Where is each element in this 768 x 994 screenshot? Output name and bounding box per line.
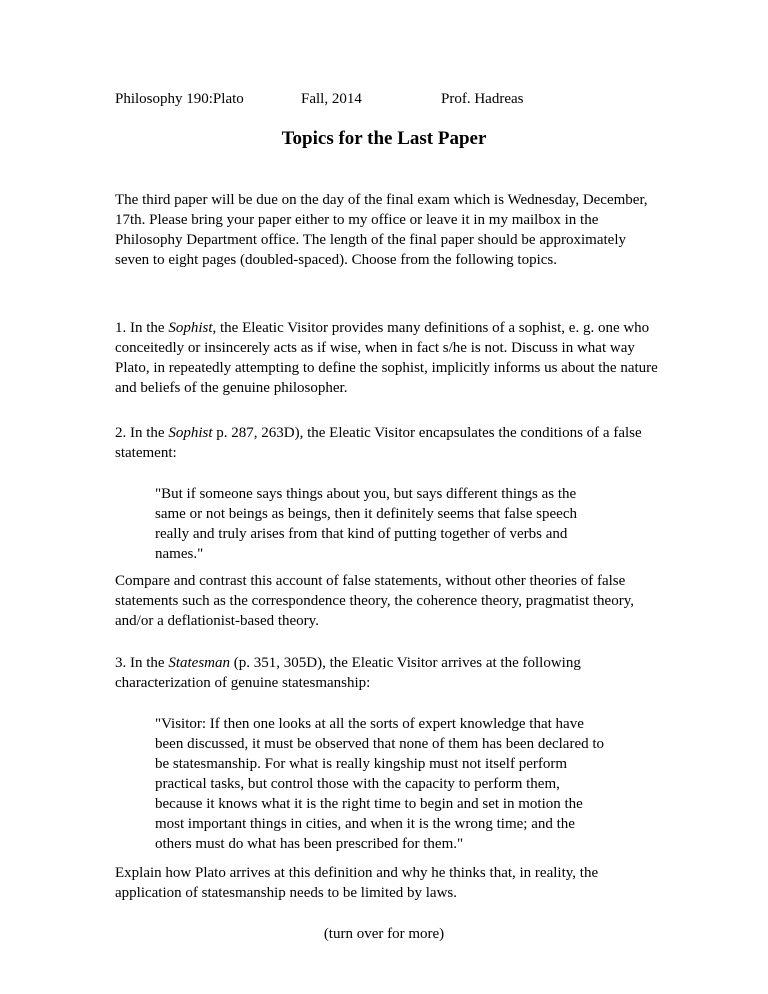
topic-2-text: p. 287, 263D), the Eleatic Visitor encapsulates the conditions of a false statement:	[115, 425, 642, 461]
topic-3-text: (p. 351, 305D), the Eleatic Visitor arrives at the following characterization of genuine statesmanship:	[115, 655, 581, 691]
topic-3-work: Statesman	[168, 655, 230, 671]
topic-2	[115, 423, 660, 463]
topic-2-work: Sophist	[168, 425, 213, 441]
turn-over-note: (turn over for more)	[323, 926, 445, 942]
topic-3-quote: "Visitor: If then one looks at all the sorts of expert knowledge that have been discussed, it must be observed that none of them has been declared to be statesmanship. For what is really kingship must not itself perform practical tasks, but control those with the capacity to perform them, because it knows what it is the right time to begin and set in motion the most important things in cities, and when it is the wrong time; and the others must do what has been prescribed for them."	[155, 716, 605, 852]
topic-3-follow: Explain how Plato arrives at this definition and why he thinks that, in reality, the application of statesmanship needs to be limited by laws.	[115, 865, 599, 901]
topic-1-work: Sophist	[168, 320, 213, 336]
topic-2-quote: "But if someone says things about you, but says different things as the same or not beings as beings, then it definitely seems that false speech really and truly arises from that kind of putting together of verbs and names."	[155, 486, 577, 562]
topic-1	[115, 318, 660, 398]
page-title: Topics for the Last Paper	[281, 128, 487, 149]
topic-1-text: , the Eleatic Visitor provides many definitions of a sophist, e. g. one who conceitedly or insincerely acts as if wise, when in fact s/he is not. Discuss in what way Plato, in repeatedly attempting to define the sophist, implicitly informs us about the nature and beliefs of the genuine philosopher.	[115, 320, 658, 396]
course-name: Philosophy 190:Plato	[115, 91, 244, 107]
term: Fall, 2014	[301, 91, 362, 107]
topic-3-prefix: 3. In the	[115, 655, 169, 671]
topic-2-follow: Compare and contrast this account of false statements, without other theories of false statements such as the correspondence theory, the coherence theory, pragmatist theory, and/or a deflationist-based theory.	[115, 573, 634, 629]
topic-3	[115, 653, 660, 693]
topic-2-prefix: 2. In the	[115, 425, 169, 441]
topic-1-prefix: 1. In the	[115, 320, 169, 336]
intro-paragraph: The third paper will be due on the day of the final exam which is Wednesday, December, 17th. Please bring your paper either to my office or leave it in my mailbox in the Philosophy Department office. The length of the final paper should be approximately seven to eight pages (doubled-spaced). Choose from the following topics.	[115, 192, 648, 268]
document-header	[115, 89, 715, 109]
professor-name: Prof. Hadreas	[441, 91, 524, 107]
